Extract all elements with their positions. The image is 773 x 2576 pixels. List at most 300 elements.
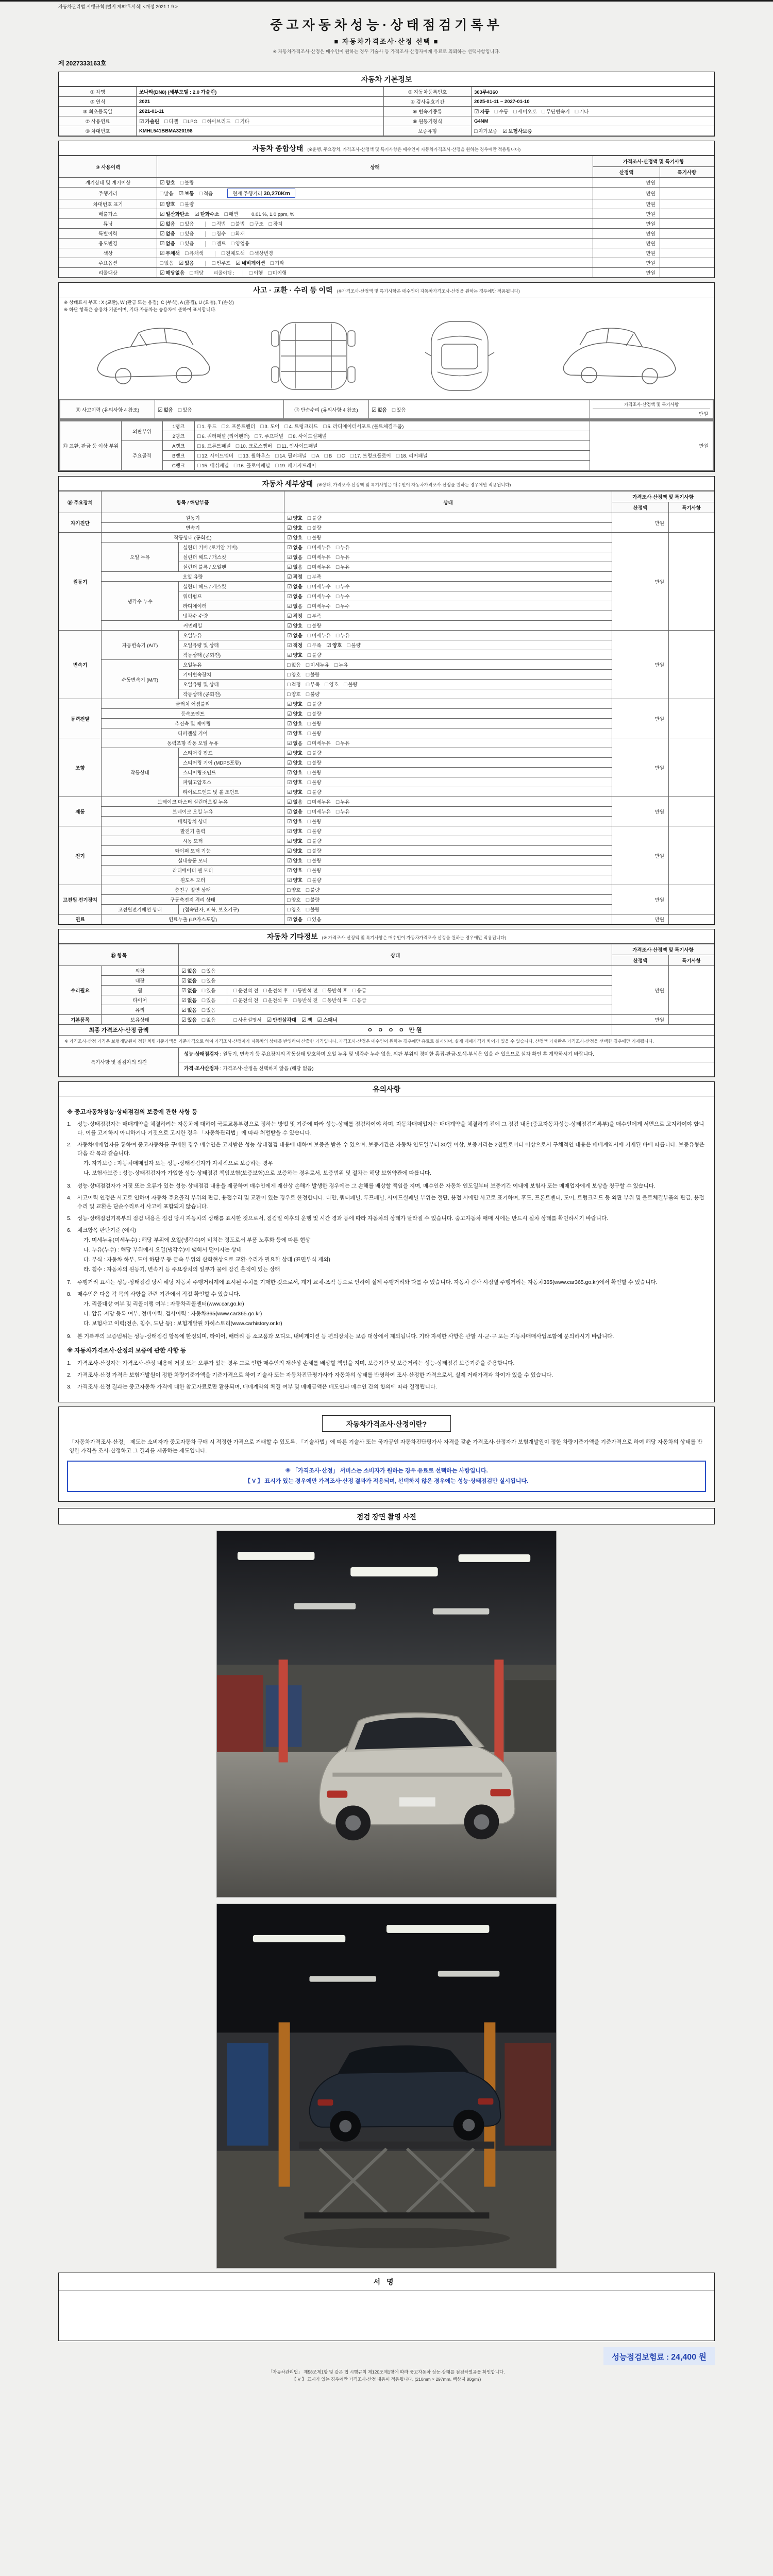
checkbox-option[interactable] xyxy=(327,641,342,649)
notices-title: 유의사항 xyxy=(372,1084,401,1093)
checkbox-option[interactable] xyxy=(181,977,197,984)
checked-checkbox-icon: ☑ xyxy=(287,819,292,825)
price-cell: 만원 xyxy=(612,966,668,1015)
column-header: 특기사항 xyxy=(668,955,714,966)
checkbox-option[interactable] xyxy=(372,406,387,413)
checkbox-option[interactable] xyxy=(139,117,159,125)
checkbox-option[interactable] xyxy=(287,681,301,688)
checkbox-option[interactable] xyxy=(287,602,303,609)
checkbox-option[interactable] xyxy=(236,259,265,266)
checkbox-option[interactable] xyxy=(336,808,350,815)
checkbox-label: 부족 xyxy=(312,643,322,649)
checkbox-option[interactable] xyxy=(197,422,216,430)
section-title: 자동차 기본정보 xyxy=(361,75,412,83)
checkbox-option[interactable] xyxy=(287,563,303,570)
checkbox-option[interactable] xyxy=(287,876,303,884)
checkbox-label: 양호 xyxy=(293,868,303,874)
checkbox-option[interactable] xyxy=(308,769,322,776)
checkbox-option[interactable] xyxy=(287,739,303,747)
checkbox-option[interactable] xyxy=(287,896,301,903)
checkbox-option[interactable] xyxy=(293,996,318,1004)
checkbox-option[interactable] xyxy=(287,847,303,854)
field-value-text: KMHL541BBMA320198 xyxy=(139,128,193,134)
checkbox-option[interactable] xyxy=(308,720,322,727)
checkbox-option[interactable] xyxy=(287,710,303,717)
checkbox-option[interactable] xyxy=(287,641,303,649)
checkbox-option[interactable] xyxy=(308,612,322,619)
checkbox-option[interactable] xyxy=(287,651,303,658)
checkbox-option[interactable] xyxy=(287,730,303,737)
checkbox-option[interactable] xyxy=(197,432,249,439)
checkbox-option[interactable] xyxy=(180,240,194,247)
checkbox-option[interactable] xyxy=(474,108,490,115)
checkbox-option[interactable] xyxy=(287,583,303,590)
checkbox-option[interactable] xyxy=(336,583,350,590)
checkbox-option[interactable] xyxy=(308,827,322,835)
checkbox-option[interactable] xyxy=(233,987,258,994)
checkbox-option[interactable] xyxy=(233,996,258,1004)
unchecked-checkbox-icon: □ xyxy=(335,564,340,570)
checkbox-option[interactable] xyxy=(181,1006,197,1013)
checkbox-label: 불량 xyxy=(312,878,322,884)
checkbox-option[interactable] xyxy=(197,452,233,459)
checkbox-label: 없음 xyxy=(163,407,173,413)
checkbox-option[interactable] xyxy=(287,573,303,580)
section-title: 사고 · 교환 · 수리 등 이력 xyxy=(253,286,333,294)
unchecked-checkbox-icon: □ xyxy=(231,231,234,237)
checkbox-option[interactable] xyxy=(308,798,331,805)
checked-checkbox-icon: ☑ xyxy=(139,118,144,125)
part-label: 스티어링조인트 xyxy=(179,768,284,777)
checkbox-option[interactable] xyxy=(287,534,303,541)
checkbox-option[interactable] xyxy=(194,210,219,217)
checkbox-option[interactable] xyxy=(287,544,303,551)
checkbox-option[interactable] xyxy=(293,987,318,994)
checkbox-option[interactable] xyxy=(323,422,404,430)
unchecked-checkbox-icon: □ xyxy=(212,241,215,247)
checkbox-option[interactable] xyxy=(271,259,284,266)
checkbox-option[interactable] xyxy=(202,977,216,984)
checked-checkbox-icon: ☑ xyxy=(160,180,165,186)
overall-row xyxy=(59,258,714,268)
state-cell xyxy=(195,451,590,461)
checkbox-option[interactable] xyxy=(317,1016,338,1023)
item-label: 변속기 xyxy=(102,523,284,533)
checkbox-option[interactable] xyxy=(308,514,322,521)
checkbox-option[interactable] xyxy=(275,452,307,459)
checkbox-label: 기타 xyxy=(275,261,284,266)
checkbox-label: 불량 xyxy=(312,858,322,864)
checkbox-option[interactable] xyxy=(275,462,316,469)
checkbox-label: 동반석 후 xyxy=(327,988,348,994)
checkbox-option[interactable] xyxy=(178,406,192,413)
checkbox-option[interactable] xyxy=(185,249,204,257)
checkbox-option[interactable] xyxy=(190,269,204,276)
checkbox-option[interactable] xyxy=(308,534,322,541)
checkbox-option[interactable] xyxy=(308,710,322,717)
checkbox-option[interactable] xyxy=(502,127,532,134)
checkbox-option[interactable] xyxy=(179,259,194,266)
checkbox-option[interactable] xyxy=(222,249,245,257)
checkbox-option[interactable] xyxy=(236,442,272,449)
checkbox-option[interactable] xyxy=(289,432,327,439)
checked-checkbox-icon: ☑ xyxy=(160,250,165,257)
checkbox-option[interactable] xyxy=(308,808,331,815)
checkbox-option[interactable] xyxy=(323,996,348,1004)
checkbox-option[interactable] xyxy=(308,622,322,629)
checkbox-option[interactable] xyxy=(306,886,320,893)
checkbox-option[interactable] xyxy=(287,553,303,561)
state-cell xyxy=(284,631,612,640)
column-header: 항목 / 해당부품 xyxy=(102,492,284,513)
checkbox-option[interactable] xyxy=(336,553,350,561)
checkbox-option[interactable] xyxy=(231,220,245,227)
checkbox-option[interactable] xyxy=(160,190,174,197)
state-cell xyxy=(284,572,612,582)
unchecked-checkbox-icon: □ xyxy=(180,180,184,186)
group-label: 수리필요 xyxy=(59,966,102,1015)
checkbox-option[interactable] xyxy=(160,249,180,257)
checked-checkbox-icon: ☑ xyxy=(287,731,292,737)
checkbox-option[interactable] xyxy=(287,886,301,893)
notice-number: 1. xyxy=(67,1121,72,1128)
part-label: 실린더 헤드 / 개스킷 xyxy=(179,552,284,562)
checkbox-label: 10. 크로스멤버 xyxy=(240,444,272,449)
row-label: 색상 xyxy=(59,248,157,258)
checkbox-option[interactable] xyxy=(308,916,322,923)
checkbox-option[interactable] xyxy=(301,1016,312,1023)
checkbox-label: 양호 xyxy=(293,526,303,531)
checkbox-option[interactable] xyxy=(287,524,303,531)
section-signature xyxy=(58,2273,715,2341)
checkbox-option[interactable] xyxy=(350,452,391,459)
section-basic-info xyxy=(58,72,715,137)
checkbox-option[interactable] xyxy=(181,996,197,1004)
checkbox-option[interactable] xyxy=(287,632,303,639)
unchecked-checkbox-icon: □ xyxy=(542,109,545,115)
unchecked-checkbox-icon: □ xyxy=(287,672,291,678)
checkbox-option[interactable] xyxy=(306,661,329,668)
checked-checkbox-icon: ☑ xyxy=(502,128,508,134)
note-cell xyxy=(668,797,714,826)
checkbox-option[interactable] xyxy=(160,230,175,237)
checkbox-label: 11. 인사이드패널 xyxy=(281,444,318,449)
state-cell xyxy=(284,562,612,572)
device-group-label: 동력전달 xyxy=(59,699,102,738)
notices-list-1 xyxy=(67,1120,706,1341)
checkbox-option[interactable] xyxy=(180,200,194,208)
checkbox-option[interactable] xyxy=(542,108,570,115)
checkbox-option[interactable] xyxy=(181,967,197,974)
checkbox-option[interactable] xyxy=(197,442,231,449)
checkbox-option[interactable] xyxy=(336,739,350,747)
checkbox-option[interactable] xyxy=(164,117,178,125)
checkbox-option[interactable] xyxy=(308,730,322,737)
part-label: 냉각수 수량 xyxy=(179,611,284,621)
checkbox-option[interactable] xyxy=(308,818,322,825)
unchecked-checkbox-icon: □ xyxy=(249,221,254,227)
checkbox-label: 미세누유 xyxy=(310,663,329,668)
checkbox-label: 있음 xyxy=(206,998,216,1004)
checkbox-option[interactable] xyxy=(203,117,230,125)
unchecked-checkbox-icon: □ xyxy=(268,221,272,227)
checkbox-option[interactable] xyxy=(160,210,189,217)
checkbox-option[interactable] xyxy=(308,553,331,561)
checkbox-option[interactable] xyxy=(287,759,303,766)
checkbox-option[interactable] xyxy=(287,700,303,707)
item-label: 유리 xyxy=(102,1005,179,1015)
checkbox-option[interactable] xyxy=(287,906,301,913)
header-note: ※ 자동차가격조사·산정은 매수인이 원하는 경우 기술사 등 가격조사·산정자에게 유료로 의뢰하는 선택사항입니다. xyxy=(273,49,500,54)
checkbox-option[interactable] xyxy=(212,220,226,227)
checkbox-option[interactable] xyxy=(287,671,301,678)
checkbox-option[interactable] xyxy=(337,453,345,459)
checkbox-label: 없음 xyxy=(187,1008,197,1013)
checkbox-option[interactable] xyxy=(308,837,322,844)
checkbox-option[interactable] xyxy=(513,108,536,115)
checkbox-option[interactable] xyxy=(352,996,366,1004)
checkbox-option[interactable] xyxy=(287,818,303,825)
checkbox-label: A xyxy=(316,453,320,459)
checkbox-option[interactable] xyxy=(308,857,322,864)
state-cell xyxy=(284,640,612,650)
checkbox-option[interactable] xyxy=(308,592,331,600)
checkbox-option[interactable] xyxy=(287,661,301,668)
checkbox-label: 없음 xyxy=(293,741,303,747)
unchecked-checkbox-icon: □ xyxy=(201,988,206,994)
checked-checkbox-icon: ☑ xyxy=(287,809,292,815)
checkbox-option[interactable] xyxy=(287,690,301,698)
checkbox-label: 양호 xyxy=(293,770,303,776)
checkbox-option[interactable] xyxy=(344,681,358,688)
checkbox-option[interactable] xyxy=(236,117,249,125)
checkbox-option[interactable] xyxy=(308,778,322,786)
checkbox-option[interactable] xyxy=(199,190,213,197)
checkbox-option[interactable] xyxy=(308,651,322,658)
checkbox-option[interactable] xyxy=(249,269,263,276)
checkbox-option[interactable] xyxy=(306,690,320,698)
checkbox-option[interactable] xyxy=(308,524,322,531)
checkbox-option[interactable] xyxy=(180,230,194,237)
unchecked-checkbox-icon: □ xyxy=(513,109,517,115)
checkbox-option[interactable] xyxy=(308,632,331,639)
overall-row xyxy=(59,219,714,229)
checkbox-option[interactable] xyxy=(287,798,303,805)
checkbox-option[interactable] xyxy=(268,269,287,276)
checkbox-option[interactable] xyxy=(197,462,229,469)
checkbox-option[interactable] xyxy=(234,462,270,469)
state-cell xyxy=(284,650,612,660)
checkbox-option[interactable] xyxy=(306,671,320,678)
checkbox-option[interactable] xyxy=(250,220,264,227)
checkbox-option[interactable] xyxy=(308,749,322,756)
checkbox-option[interactable] xyxy=(183,118,197,125)
checkbox-option[interactable] xyxy=(255,432,283,439)
checkbox-option[interactable] xyxy=(269,220,283,227)
checkbox-option[interactable] xyxy=(308,867,322,874)
checkbox-option[interactable] xyxy=(287,612,303,619)
checkbox-option[interactable] xyxy=(263,996,288,1004)
checkbox-option[interactable] xyxy=(306,896,320,903)
column-header: 특기사항 xyxy=(668,502,714,513)
checkbox-option[interactable] xyxy=(287,778,303,786)
checkbox-option[interactable] xyxy=(306,906,320,913)
checkbox-option[interactable] xyxy=(202,967,216,974)
checkbox-option[interactable] xyxy=(308,739,331,747)
checkbox-option[interactable] xyxy=(347,641,361,649)
checkbox-option[interactable] xyxy=(231,240,249,247)
checkbox-option[interactable] xyxy=(212,259,230,266)
checkbox-option[interactable] xyxy=(179,190,194,197)
checkbox-option[interactable] xyxy=(287,837,303,844)
checkbox-option[interactable] xyxy=(287,916,303,923)
checkbox-option[interactable] xyxy=(287,622,303,629)
checkbox-option[interactable] xyxy=(212,230,226,237)
checked-checkbox-icon: ☑ xyxy=(160,221,165,227)
checkbox-option[interactable] xyxy=(308,759,322,766)
checked-checkbox-icon: ☑ xyxy=(287,917,292,923)
checkbox-option[interactable] xyxy=(392,406,406,413)
state-cell xyxy=(284,601,612,611)
unchecked-checkbox-icon: □ xyxy=(352,988,356,994)
checkbox-label: 세미오토 xyxy=(517,109,537,115)
checkbox-option[interactable] xyxy=(260,422,279,430)
checkbox-option[interactable] xyxy=(277,442,318,449)
checkbox-label: 양호 xyxy=(291,897,301,903)
state-cell xyxy=(284,914,612,924)
checkbox-label: 양호 xyxy=(293,535,303,541)
checkbox-option[interactable] xyxy=(287,592,303,600)
checkbox-option[interactable] xyxy=(284,422,318,430)
checkbox-option[interactable] xyxy=(160,259,174,266)
checkbox-option[interactable] xyxy=(334,661,348,668)
checkbox-option[interactable] xyxy=(287,749,303,756)
checkbox-label: 잭 xyxy=(307,1018,312,1023)
checkbox-option[interactable] xyxy=(180,220,194,227)
checkbox-option[interactable] xyxy=(287,867,303,874)
checkbox-option[interactable] xyxy=(263,987,288,994)
checkbox-option[interactable] xyxy=(575,108,589,115)
checkbox-option[interactable] xyxy=(222,422,255,430)
checkbox-option[interactable] xyxy=(308,700,322,707)
checkbox-option[interactable] xyxy=(336,632,350,639)
unchecked-checkbox-icon: □ xyxy=(311,453,315,459)
checkbox-option[interactable] xyxy=(202,1016,216,1023)
checkbox-option[interactable] xyxy=(287,827,303,835)
final-price-value: ㅇ ㅇ ㅇ ㅇ 만원 xyxy=(179,1025,612,1036)
checkbox-option[interactable] xyxy=(160,200,175,208)
unchecked-checkbox-icon: □ xyxy=(180,221,184,227)
checkbox-option[interactable] xyxy=(308,583,331,590)
checkbox-label: 운전석 전 xyxy=(238,998,259,1004)
checkbox-option[interactable] xyxy=(325,681,339,688)
unchecked-checkbox-icon: □ xyxy=(307,760,311,766)
checkbox-option[interactable] xyxy=(181,987,197,994)
checkbox-option[interactable] xyxy=(306,681,320,688)
note-cell xyxy=(660,178,714,188)
checkbox-option[interactable] xyxy=(287,808,303,815)
signature-area[interactable] xyxy=(59,2291,714,2341)
checkbox-option[interactable] xyxy=(202,1006,216,1013)
checkbox-option[interactable] xyxy=(181,1016,197,1023)
checkbox-option[interactable] xyxy=(287,769,303,776)
checkbox-label: 19. 패키지트레이 xyxy=(279,463,316,469)
checkbox-option[interactable] xyxy=(396,452,428,459)
pricing-box-line: 【 V 】 표시가 있는 경우에만 가격조사·산정 결과가 적용되며, 선택하지 않은 경우에는 성능·상태점검만 실시됩니다. xyxy=(244,1478,529,1484)
notices-subtitle-1: ※ 중고자동차성능·상태점검의 보증에 관한 사항 등 xyxy=(67,1109,198,1115)
checkbox-option[interactable] xyxy=(287,788,303,795)
checkbox-option[interactable] xyxy=(308,573,322,580)
checkbox-option[interactable] xyxy=(336,563,350,570)
unchecked-checkbox-icon: □ xyxy=(199,191,203,197)
state-cell xyxy=(284,670,612,680)
checkbox-option[interactable] xyxy=(180,179,194,186)
odometer-box: 현재 주행거리 30,270Km xyxy=(227,189,295,198)
checkbox-option[interactable] xyxy=(160,269,184,276)
column-header: ⑭ 주요장치 xyxy=(59,492,102,513)
checkbox-label: 부족 xyxy=(312,574,322,580)
checkbox-label: 불량 xyxy=(312,790,322,795)
checkbox-option[interactable] xyxy=(160,220,175,227)
checkbox-option[interactable] xyxy=(352,987,366,994)
checkbox-option[interactable] xyxy=(336,602,350,609)
checked-checkbox-icon: ☑ xyxy=(158,406,163,413)
item-label: 배력장치 상태 xyxy=(102,817,284,826)
state-cell xyxy=(195,441,590,451)
checkbox-option[interactable] xyxy=(158,406,173,413)
checkbox-option[interactable] xyxy=(267,1016,296,1023)
unchecked-checkbox-icon: □ xyxy=(335,584,340,590)
checkbox-option[interactable] xyxy=(308,788,322,795)
checkbox-option[interactable] xyxy=(233,1016,261,1023)
checkbox-label: 가솔린 xyxy=(145,119,159,125)
state-cell xyxy=(195,431,590,441)
checkbox-option[interactable] xyxy=(312,453,320,459)
checkbox-option[interactable] xyxy=(287,857,303,864)
checkbox-option[interactable] xyxy=(474,127,497,134)
checkbox-option[interactable] xyxy=(160,240,175,247)
checkbox-label: 미세누유 xyxy=(312,809,331,815)
checkbox-option[interactable] xyxy=(239,452,270,459)
checkbox-option[interactable] xyxy=(160,179,175,186)
checkbox-option[interactable] xyxy=(336,544,350,551)
checkbox-option[interactable] xyxy=(325,453,332,459)
checkbox-option[interactable] xyxy=(308,563,331,570)
state-cell xyxy=(284,885,612,895)
checkbox-option[interactable] xyxy=(336,798,350,805)
checkbox-option[interactable] xyxy=(250,249,273,257)
checkbox-option[interactable] xyxy=(308,641,322,649)
checkbox-option[interactable] xyxy=(308,544,331,551)
checkbox-option[interactable] xyxy=(323,987,348,994)
checkbox-option[interactable] xyxy=(308,602,331,609)
checkbox-option[interactable] xyxy=(308,876,322,884)
checkbox-label: 일산화탄소 xyxy=(165,212,190,217)
checkbox-option[interactable] xyxy=(202,996,216,1004)
checkbox-option[interactable] xyxy=(287,514,303,521)
checkbox-option[interactable] xyxy=(224,210,238,217)
checkbox-option[interactable] xyxy=(495,108,509,115)
checkbox-option[interactable] xyxy=(287,720,303,727)
checkbox-option[interactable] xyxy=(308,847,322,854)
checkbox-option[interactable] xyxy=(212,240,226,247)
checkbox-option[interactable] xyxy=(336,592,350,600)
checkbox-label: 4. 트렁크리드 xyxy=(289,424,318,430)
checkbox-label: 누유 xyxy=(340,555,350,561)
state-cell xyxy=(284,895,612,905)
checkbox-option[interactable] xyxy=(202,987,216,994)
checkbox-option[interactable] xyxy=(231,230,245,237)
